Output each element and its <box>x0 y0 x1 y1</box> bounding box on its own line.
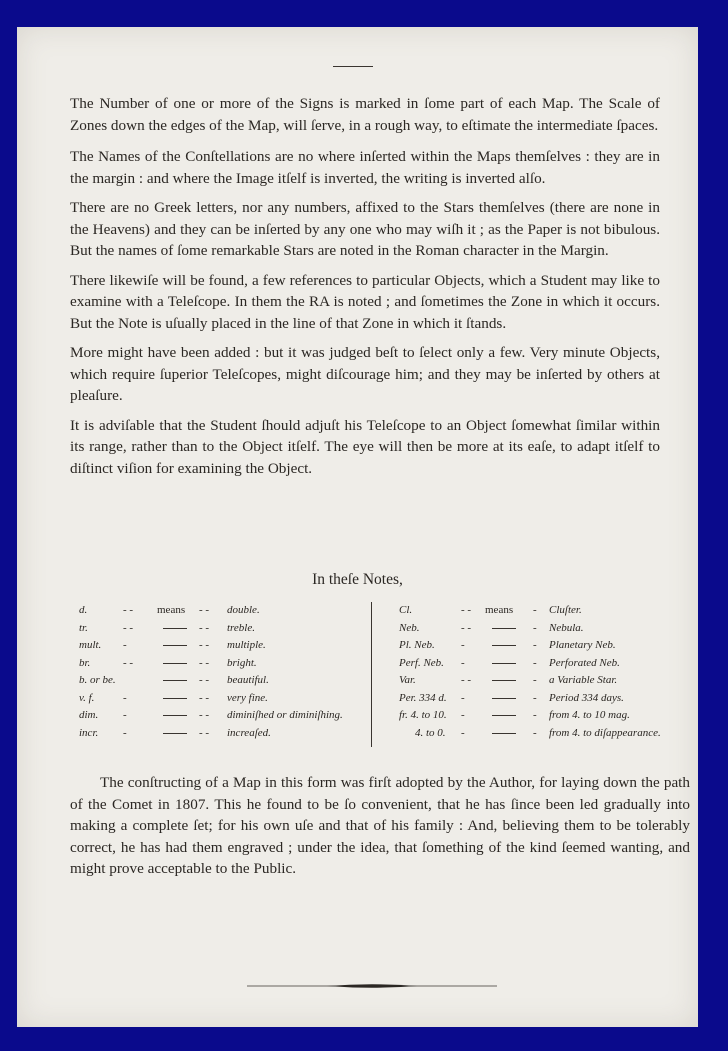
paragraph-signs: The Number of one or more of the Signs is marked in ſome part of each Map. The Scale of Zones down the edges of the Map, will ſerve, in a rough way, to eſtimate the intermediate ſpaces. <box>70 95 660 134</box>
means-label: means <box>485 604 514 616</box>
notes-right-column <box>399 602 698 742</box>
paragraph-telescope-advice: It is adviſable that the Student ſhould adjuſt his Teleſcope to an Object ſomewhat ſimilar within its range, rather than to the Object itſelf. The eye will then be more at its eaſe, to adapt itſelf to diſtinct viſion for examining the Object. <box>70 416 660 477</box>
note-abbr: br. <box>79 656 91 669</box>
paragraph-construction-history: The conſtructing of a Map in this form was firſt adopted by the Author, for laying down the path of the Comet in 1807. This he found to be ſo convenient, that he has ſince been led gradually into making a complete ſet; for his own uſe and that of his family : And, believing them to be tolerably correct, he has had them engraved ; under the idea, that ſomething of the kind ſeemed wanting, and might prove acceptable to the Public. <box>70 774 690 877</box>
note-row: Neb. - - - Nebula. <box>399 620 698 638</box>
note-meaning: increaſed. <box>227 726 271 739</box>
note-abbr: b. or be. <box>79 674 116 686</box>
means-label: means <box>157 604 186 616</box>
note-abbr: fr. 4. to 10. <box>399 709 447 721</box>
note-row: d. - - means - - double. <box>79 602 379 620</box>
note-row: Per. 334 d. - - Period 334 days. <box>399 690 698 708</box>
bottom-ornament-rule <box>247 983 497 989</box>
note-abbr: dim. <box>79 709 99 721</box>
note-row: br. - - - - bright. <box>79 655 379 673</box>
note-meaning: Cluſter. <box>549 604 582 616</box>
note-meaning: Nebula. <box>549 621 584 634</box>
note-abbr: Var. <box>399 674 416 686</box>
paragraph-constellation-names: The Names of the Conſtellations are no where inſerted within the Maps themſelves : they are in the margin : and where the Image itſelf is inverted, the writing is inverted alſo. <box>70 148 660 187</box>
note-row: Pl. Neb. - - Planetary Neb. <box>399 637 698 655</box>
note-abbr: d. <box>79 604 88 616</box>
note-abbr: Cl. <box>399 604 413 616</box>
note-abbr: 4. to 0. <box>415 726 446 739</box>
note-meaning: very fine. <box>227 691 268 704</box>
note-meaning: from 4. to diſappearance. <box>549 726 661 739</box>
note-abbr: Perf. Neb. <box>399 656 444 669</box>
note-row: 4. to 0. - - from 4. to diſappearance. <box>399 725 698 743</box>
note-abbr: tr. <box>79 621 88 634</box>
note-abbr: Pl. Neb. <box>399 639 435 651</box>
note-meaning: multiple. <box>227 639 266 651</box>
paragraph-references: There likewiſe will be found, a few references to particular Objects, which a Student may like to examine with a Teleſcope. In them the RA is noted ; and ſometimes the Zone in which it occurs. But the Note is uſually placed in the line of that Zone in which it ſtands. <box>70 271 660 332</box>
note-abbr: Per. 334 d. <box>399 691 447 704</box>
note-row: mult. - - - multiple. <box>79 637 379 655</box>
notes-left-column <box>79 602 379 742</box>
note-meaning: Planetary Neb. <box>549 639 616 651</box>
note-abbr: mult. <box>79 639 102 651</box>
note-row: v. f. - - - very fine. <box>79 690 379 708</box>
note-row: tr. - - - - treble. <box>79 620 379 638</box>
book-page <box>17 27 698 1027</box>
note-row: dim. - - - diminiſhed or diminiſhing. <box>79 707 379 725</box>
top-rule <box>333 66 373 67</box>
closing-text <box>70 772 690 880</box>
note-meaning: treble. <box>227 621 255 634</box>
note-meaning: double. <box>227 604 260 616</box>
note-meaning: bright. <box>227 656 257 669</box>
note-row: b. or be. - - beautiful. <box>79 672 379 690</box>
note-meaning: diminiſhed or diminiſhing. <box>227 709 343 721</box>
note-row: Var. - - - a Variable Star. <box>399 672 698 690</box>
paragraph-more-added: More might have been added : but it was judged beſt to ſelect only a few. Very minute Objects, which require ſuperior Teleſcopes, might diſcourage him; and they may be inſerted by others at pleaſure. <box>70 344 660 404</box>
note-meaning: Period 334 days. <box>549 691 624 704</box>
note-row: Perf. Neb. - - Perforated Neb. <box>399 655 698 673</box>
note-meaning: a Variable Star. <box>549 674 618 686</box>
paragraph-greek-letters: There are no Greek letters, nor any numbers, affixed to the Stars themſelves (there are none in the Heavens) and they can be inſerted by any one who may wiſh it ; as the Paper is not bibulous. But the names of ſome remarkable Stars are noted in the Roman character in the Margin. <box>70 199 660 259</box>
notes-title: In theſe Notes, <box>312 571 403 588</box>
note-meaning: from 4. to 10 mag. <box>549 709 630 721</box>
note-row: Cl. - - means - Cluſter. <box>399 602 698 620</box>
notes-table <box>79 602 698 752</box>
body-text <box>70 93 660 487</box>
note-abbr: Neb. <box>399 621 420 634</box>
note-abbr: v. f. <box>79 691 95 704</box>
note-row: incr. - - - increaſed. <box>79 725 379 743</box>
note-abbr: incr. <box>79 726 99 739</box>
note-meaning: Perforated Neb. <box>549 656 620 669</box>
note-row: fr. 4. to 10. - - from 4. to 10 mag. <box>399 707 698 725</box>
note-meaning: beautiful. <box>227 674 269 686</box>
